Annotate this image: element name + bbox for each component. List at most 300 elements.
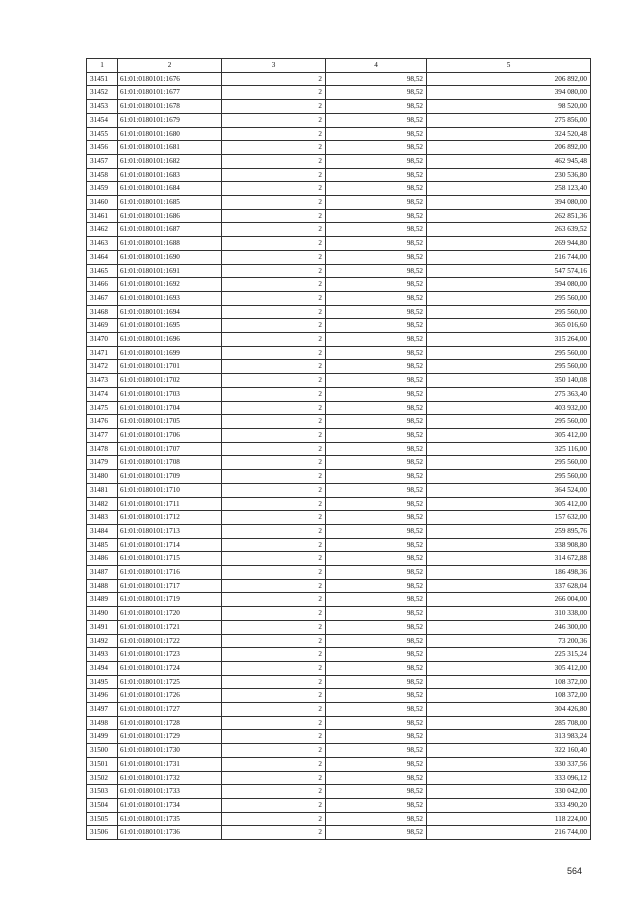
area-cell: 98,52: [326, 374, 427, 388]
count-cell: 2: [222, 154, 326, 168]
row-index-cell: 31468: [87, 305, 118, 319]
count-cell: 2: [222, 278, 326, 292]
cadastral-number-cell: 61:01:0180101:1692: [118, 278, 222, 292]
table-row: [87, 661, 591, 675]
row-index-cell: 31465: [87, 264, 118, 278]
value-cell: 394 080,00: [427, 278, 591, 292]
cadastral-number-cell: 61:01:0180101:1734: [118, 798, 222, 812]
area-cell: 98,52: [326, 442, 427, 456]
value-cell: 313 983,24: [427, 730, 591, 744]
area-cell: 98,52: [326, 456, 427, 470]
area-cell: 98,52: [326, 428, 427, 442]
count-cell: 2: [222, 607, 326, 621]
row-index-cell: 31462: [87, 223, 118, 237]
count-cell: 2: [222, 223, 326, 237]
cadastral-number-cell: 61:01:0180101:1682: [118, 154, 222, 168]
cadastral-number-cell: 61:01:0180101:1699: [118, 346, 222, 360]
count-cell: 2: [222, 798, 326, 812]
value-cell: 216 744,00: [427, 826, 591, 840]
value-cell: 295 560,00: [427, 291, 591, 305]
area-cell: 98,52: [326, 771, 427, 785]
area-cell: 98,52: [326, 579, 427, 593]
area-cell: 98,52: [326, 305, 427, 319]
row-index-cell: 31456: [87, 141, 118, 155]
cadastral-number-cell: 61:01:0180101:1686: [118, 209, 222, 223]
table-row: [87, 607, 591, 621]
row-index-cell: 31489: [87, 593, 118, 607]
area-cell: 98,52: [326, 141, 427, 155]
row-index-cell: 31478: [87, 442, 118, 456]
row-index-cell: 31479: [87, 456, 118, 470]
count-cell: 2: [222, 415, 326, 429]
area-cell: 98,52: [326, 483, 427, 497]
row-index-cell: 31452: [87, 86, 118, 100]
table-row: [87, 511, 591, 525]
column-header-4: 4: [326, 59, 427, 73]
table-row: [87, 86, 591, 100]
row-index-cell: 31469: [87, 319, 118, 333]
value-cell: 157 632,00: [427, 511, 591, 525]
count-cell: 2: [222, 689, 326, 703]
value-cell: 295 560,00: [427, 360, 591, 374]
row-index-cell: 31458: [87, 168, 118, 182]
cadastral-number-cell: 61:01:0180101:1706: [118, 428, 222, 442]
table-row: [87, 387, 591, 401]
table-row: [87, 333, 591, 347]
area-cell: 98,52: [326, 798, 427, 812]
cadastral-number-cell: 61:01:0180101:1723: [118, 648, 222, 662]
table-row: [87, 428, 591, 442]
row-index-cell: 31499: [87, 730, 118, 744]
value-cell: 206 892,00: [427, 141, 591, 155]
area-cell: 98,52: [326, 113, 427, 127]
cadastral-number-cell: 61:01:0180101:1701: [118, 360, 222, 374]
cadastral-number-cell: 61:01:0180101:1729: [118, 730, 222, 744]
count-cell: 2: [222, 346, 326, 360]
table-row: [87, 456, 591, 470]
value-cell: 350 140,08: [427, 374, 591, 388]
area-cell: 98,52: [326, 209, 427, 223]
cadastral-number-cell: 61:01:0180101:1681: [118, 141, 222, 155]
cadastral-number-cell: 61:01:0180101:1732: [118, 771, 222, 785]
row-index-cell: 31464: [87, 250, 118, 264]
table-row: [87, 730, 591, 744]
cadastral-number-cell: 61:01:0180101:1726: [118, 689, 222, 703]
area-cell: 98,52: [326, 360, 427, 374]
value-cell: 225 315,24: [427, 648, 591, 662]
value-cell: 230 536,80: [427, 168, 591, 182]
count-cell: 2: [222, 264, 326, 278]
cadastral-number-cell: 61:01:0180101:1736: [118, 826, 222, 840]
row-index-cell: 31506: [87, 826, 118, 840]
count-cell: 2: [222, 387, 326, 401]
count-cell: 2: [222, 374, 326, 388]
cadastral-number-cell: 61:01:0180101:1680: [118, 127, 222, 141]
row-index-cell: 31495: [87, 675, 118, 689]
area-cell: 98,52: [326, 607, 427, 621]
column-header-3: 3: [222, 59, 326, 73]
row-index-cell: 31492: [87, 634, 118, 648]
table-row: [87, 442, 591, 456]
area-cell: 98,52: [326, 826, 427, 840]
table-row: [87, 360, 591, 374]
row-index-cell: 31453: [87, 100, 118, 114]
cadastral-number-cell: 61:01:0180101:1704: [118, 401, 222, 415]
row-index-cell: 31494: [87, 661, 118, 675]
count-cell: 2: [222, 86, 326, 100]
count-cell: 2: [222, 703, 326, 717]
cadastral-number-cell: 61:01:0180101:1685: [118, 196, 222, 210]
row-index-cell: 31475: [87, 401, 118, 415]
count-cell: 2: [222, 634, 326, 648]
value-cell: 295 560,00: [427, 470, 591, 484]
row-index-cell: 31505: [87, 812, 118, 826]
row-index-cell: 31473: [87, 374, 118, 388]
cadastral-number-cell: 61:01:0180101:1705: [118, 415, 222, 429]
area-cell: 98,52: [326, 319, 427, 333]
area-cell: 98,52: [326, 757, 427, 771]
row-index-cell: 31472: [87, 360, 118, 374]
count-cell: 2: [222, 237, 326, 251]
cadastral-number-cell: 61:01:0180101:1678: [118, 100, 222, 114]
cadastral-number-cell: 61:01:0180101:1687: [118, 223, 222, 237]
table-row: [87, 401, 591, 415]
cadastral-number-cell: 61:01:0180101:1731: [118, 757, 222, 771]
value-cell: 462 945,48: [427, 154, 591, 168]
count-cell: 2: [222, 305, 326, 319]
area-cell: 98,52: [326, 182, 427, 196]
cadastral-number-cell: 61:01:0180101:1728: [118, 716, 222, 730]
table-row: [87, 127, 591, 141]
cadastral-number-cell: 61:01:0180101:1691: [118, 264, 222, 278]
table-row: [87, 113, 591, 127]
value-cell: 275 856,00: [427, 113, 591, 127]
row-index-cell: 31500: [87, 744, 118, 758]
table-row: [87, 497, 591, 511]
header-row: [87, 59, 591, 73]
row-index-cell: 31498: [87, 716, 118, 730]
table-row: [87, 374, 591, 388]
area-cell: 98,52: [326, 127, 427, 141]
count-cell: 2: [222, 456, 326, 470]
area-cell: 98,52: [326, 511, 427, 525]
row-index-cell: 31466: [87, 278, 118, 292]
area-cell: 98,52: [326, 497, 427, 511]
row-index-cell: 31504: [87, 798, 118, 812]
area-cell: 98,52: [326, 785, 427, 799]
area-cell: 98,52: [326, 168, 427, 182]
table-row: [87, 196, 591, 210]
cadastral-number-cell: 61:01:0180101:1714: [118, 538, 222, 552]
table-row: [87, 154, 591, 168]
count-cell: 2: [222, 757, 326, 771]
page-number: 564: [566, 866, 582, 876]
count-cell: 2: [222, 744, 326, 758]
table-row: [87, 291, 591, 305]
area-cell: 98,52: [326, 237, 427, 251]
value-cell: 295 560,00: [427, 415, 591, 429]
area-cell: 98,52: [326, 634, 427, 648]
area-cell: 98,52: [326, 333, 427, 347]
table-row: [87, 415, 591, 429]
table-row: [87, 72, 591, 86]
table-row: [87, 264, 591, 278]
row-index-cell: 31503: [87, 785, 118, 799]
count-cell: 2: [222, 333, 326, 347]
area-cell: 98,52: [326, 620, 427, 634]
table-row: [87, 566, 591, 580]
count-cell: 2: [222, 538, 326, 552]
table-row: [87, 305, 591, 319]
row-index-cell: 31459: [87, 182, 118, 196]
count-cell: 2: [222, 113, 326, 127]
count-cell: 2: [222, 196, 326, 210]
value-cell: 295 560,00: [427, 305, 591, 319]
cadastral-number-cell: 61:01:0180101:1727: [118, 703, 222, 717]
value-cell: 325 116,00: [427, 442, 591, 456]
row-index-cell: 31497: [87, 703, 118, 717]
row-index-cell: 31455: [87, 127, 118, 141]
count-cell: 2: [222, 620, 326, 634]
area-cell: 98,52: [326, 346, 427, 360]
table-row: [87, 757, 591, 771]
value-cell: 333 490,20: [427, 798, 591, 812]
count-cell: 2: [222, 826, 326, 840]
table-row: [87, 237, 591, 251]
cadastral-number-cell: 61:01:0180101:1730: [118, 744, 222, 758]
table-row: [87, 182, 591, 196]
area-cell: 98,52: [326, 154, 427, 168]
cadastral-number-cell: 61:01:0180101:1710: [118, 483, 222, 497]
count-cell: 2: [222, 141, 326, 155]
area-cell: 98,52: [326, 538, 427, 552]
count-cell: 2: [222, 168, 326, 182]
value-cell: 108 372,00: [427, 675, 591, 689]
count-cell: 2: [222, 470, 326, 484]
table-row: [87, 141, 591, 155]
area-cell: 98,52: [326, 100, 427, 114]
area-cell: 98,52: [326, 730, 427, 744]
cadastral-number-cell: 61:01:0180101:1695: [118, 319, 222, 333]
cadastral-number-cell: 61:01:0180101:1709: [118, 470, 222, 484]
count-cell: 2: [222, 716, 326, 730]
value-cell: 364 524,00: [427, 483, 591, 497]
cadastral-number-cell: 61:01:0180101:1684: [118, 182, 222, 196]
value-cell: 206 892,00: [427, 72, 591, 86]
area-cell: 98,52: [326, 387, 427, 401]
count-cell: 2: [222, 209, 326, 223]
count-cell: 2: [222, 319, 326, 333]
table-row: [87, 524, 591, 538]
cadastral-number-cell: 61:01:0180101:1719: [118, 593, 222, 607]
value-cell: 118 224,00: [427, 812, 591, 826]
column-header-1: 1: [87, 59, 118, 73]
count-cell: 2: [222, 360, 326, 374]
cadastral-number-cell: 61:01:0180101:1715: [118, 552, 222, 566]
table-row: [87, 168, 591, 182]
cadastral-number-cell: 61:01:0180101:1703: [118, 387, 222, 401]
count-cell: 2: [222, 771, 326, 785]
area-cell: 98,52: [326, 716, 427, 730]
count-cell: 2: [222, 524, 326, 538]
table-row: [87, 538, 591, 552]
area-cell: 98,52: [326, 196, 427, 210]
value-cell: 263 639,52: [427, 223, 591, 237]
row-index-cell: 31463: [87, 237, 118, 251]
count-cell: 2: [222, 730, 326, 744]
value-cell: 285 708,00: [427, 716, 591, 730]
row-index-cell: 31451: [87, 72, 118, 86]
cadastral-number-cell: 61:01:0180101:1724: [118, 661, 222, 675]
table-row: [87, 470, 591, 484]
table-row: [87, 593, 591, 607]
cadastral-number-cell: 61:01:0180101:1683: [118, 168, 222, 182]
area-cell: 98,52: [326, 72, 427, 86]
column-header-2: 2: [118, 59, 222, 73]
count-cell: 2: [222, 648, 326, 662]
area-cell: 98,52: [326, 566, 427, 580]
row-index-cell: 31461: [87, 209, 118, 223]
value-cell: 310 338,00: [427, 607, 591, 621]
count-cell: 2: [222, 566, 326, 580]
row-index-cell: 31487: [87, 566, 118, 580]
count-cell: 2: [222, 552, 326, 566]
count-cell: 2: [222, 483, 326, 497]
table-row: [87, 319, 591, 333]
value-cell: 246 300,00: [427, 620, 591, 634]
row-index-cell: 31474: [87, 387, 118, 401]
count-cell: 2: [222, 675, 326, 689]
value-cell: 269 944,80: [427, 237, 591, 251]
value-cell: 259 895,76: [427, 524, 591, 538]
row-index-cell: 31484: [87, 524, 118, 538]
value-cell: 338 908,80: [427, 538, 591, 552]
value-cell: 262 851,36: [427, 209, 591, 223]
row-index-cell: 31491: [87, 620, 118, 634]
table-row: [87, 826, 591, 840]
area-cell: 98,52: [326, 401, 427, 415]
row-index-cell: 31481: [87, 483, 118, 497]
cadastral-number-cell: 61:01:0180101:1707: [118, 442, 222, 456]
count-cell: 2: [222, 785, 326, 799]
value-cell: 324 520,48: [427, 127, 591, 141]
count-cell: 2: [222, 428, 326, 442]
cadastral-number-cell: 61:01:0180101:1679: [118, 113, 222, 127]
data-table: [86, 58, 591, 840]
table-row: [87, 346, 591, 360]
value-cell: 305 412,00: [427, 428, 591, 442]
row-index-cell: 31470: [87, 333, 118, 347]
cadastral-number-cell: 61:01:0180101:1688: [118, 237, 222, 251]
cadastral-number-cell: 61:01:0180101:1677: [118, 86, 222, 100]
count-cell: 2: [222, 291, 326, 305]
area-cell: 98,52: [326, 86, 427, 100]
count-cell: 2: [222, 497, 326, 511]
area-cell: 98,52: [326, 470, 427, 484]
row-index-cell: 31480: [87, 470, 118, 484]
area-cell: 98,52: [326, 661, 427, 675]
count-cell: 2: [222, 100, 326, 114]
row-index-cell: 31482: [87, 497, 118, 511]
cadastral-number-cell: 61:01:0180101:1694: [118, 305, 222, 319]
area-cell: 98,52: [326, 675, 427, 689]
area-cell: 98,52: [326, 291, 427, 305]
area-cell: 98,52: [326, 703, 427, 717]
cadastral-number-cell: 61:01:0180101:1713: [118, 524, 222, 538]
value-cell: 365 016,60: [427, 319, 591, 333]
value-cell: 330 042,00: [427, 785, 591, 799]
value-cell: 305 412,00: [427, 497, 591, 511]
data-table-container: [86, 58, 590, 840]
count-cell: 2: [222, 401, 326, 415]
value-cell: 266 004,00: [427, 593, 591, 607]
table-row: [87, 100, 591, 114]
cadastral-number-cell: 61:01:0180101:1733: [118, 785, 222, 799]
table-row: [87, 209, 591, 223]
row-index-cell: 31496: [87, 689, 118, 703]
row-index-cell: 31476: [87, 415, 118, 429]
value-cell: 304 426,80: [427, 703, 591, 717]
table-body: [87, 72, 591, 839]
table-row: [87, 675, 591, 689]
value-cell: 315 264,00: [427, 333, 591, 347]
table-row: [87, 689, 591, 703]
value-cell: 258 123,40: [427, 182, 591, 196]
area-cell: 98,52: [326, 744, 427, 758]
cadastral-number-cell: 61:01:0180101:1676: [118, 72, 222, 86]
area-cell: 98,52: [326, 278, 427, 292]
value-cell: 403 932,00: [427, 401, 591, 415]
table-row: [87, 812, 591, 826]
area-cell: 98,52: [326, 648, 427, 662]
row-index-cell: 31467: [87, 291, 118, 305]
table-row: [87, 785, 591, 799]
row-index-cell: 31486: [87, 552, 118, 566]
row-index-cell: 31485: [87, 538, 118, 552]
cadastral-number-cell: 61:01:0180101:1712: [118, 511, 222, 525]
table-row: [87, 771, 591, 785]
value-cell: 333 096,12: [427, 771, 591, 785]
table-row: [87, 579, 591, 593]
value-cell: 330 337,56: [427, 757, 591, 771]
value-cell: 322 160,40: [427, 744, 591, 758]
row-index-cell: 31493: [87, 648, 118, 662]
value-cell: 394 080,00: [427, 196, 591, 210]
count-cell: 2: [222, 579, 326, 593]
table-row: [87, 648, 591, 662]
count-cell: 2: [222, 593, 326, 607]
area-cell: 98,52: [326, 223, 427, 237]
cadastral-number-cell: 61:01:0180101:1702: [118, 374, 222, 388]
row-index-cell: 31502: [87, 771, 118, 785]
cadastral-number-cell: 61:01:0180101:1720: [118, 607, 222, 621]
value-cell: 98 520,00: [427, 100, 591, 114]
count-cell: 2: [222, 812, 326, 826]
row-index-cell: 31457: [87, 154, 118, 168]
cadastral-number-cell: 61:01:0180101:1735: [118, 812, 222, 826]
area-cell: 98,52: [326, 264, 427, 278]
table-row: [87, 716, 591, 730]
count-cell: 2: [222, 182, 326, 196]
value-cell: 186 498,36: [427, 566, 591, 580]
cadastral-number-cell: 61:01:0180101:1690: [118, 250, 222, 264]
area-cell: 98,52: [326, 812, 427, 826]
value-cell: 275 363,40: [427, 387, 591, 401]
cadastral-number-cell: 61:01:0180101:1717: [118, 579, 222, 593]
table-row: [87, 223, 591, 237]
row-index-cell: 31483: [87, 511, 118, 525]
table-row: [87, 634, 591, 648]
